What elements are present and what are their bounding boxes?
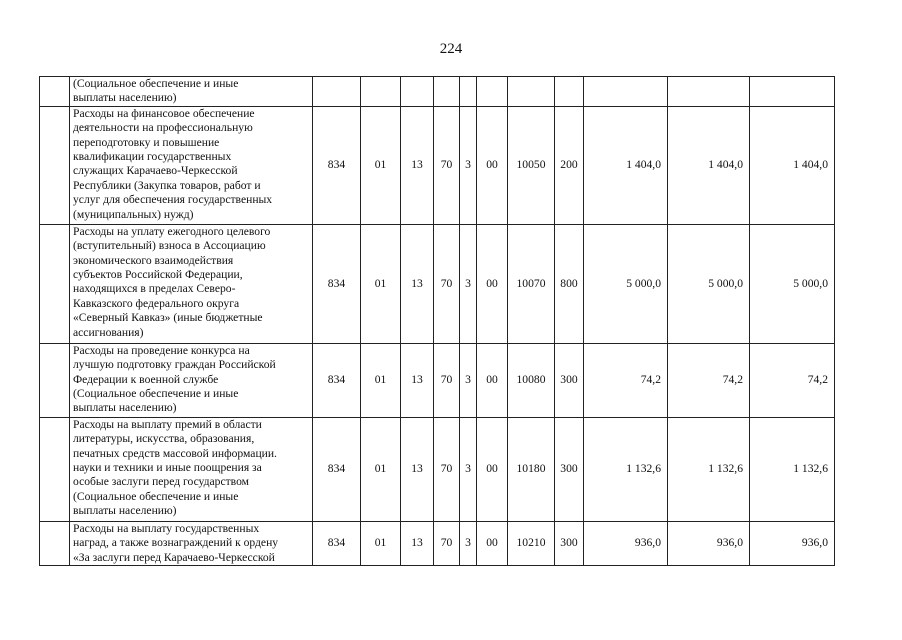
row-number-cell (40, 106, 70, 224)
expense-description: (Социальное обеспечение и иные выплаты населению) (70, 77, 313, 107)
subprogram-code: 3 (460, 224, 477, 343)
subsection-code: 13 (401, 106, 434, 224)
subprogram-code: 3 (460, 417, 477, 521)
event-code (477, 77, 508, 107)
amount-year-1: 1 404,0 (584, 106, 668, 224)
admin-code: 834 (313, 521, 361, 565)
expense-type-code (555, 77, 584, 107)
amount-year-2: 5 000,0 (668, 224, 750, 343)
event-code: 00 (477, 106, 508, 224)
row-number-cell (40, 77, 70, 107)
amount-year-2 (668, 77, 750, 107)
table-body (40, 77, 835, 566)
amount-year-1: 1 132,6 (584, 417, 668, 521)
expense-type-code: 200 (555, 106, 584, 224)
table-row (40, 106, 835, 224)
row-number-cell (40, 521, 70, 565)
amount-year-3 (750, 77, 835, 107)
amount-year-1 (584, 77, 668, 107)
section-code: 01 (361, 343, 401, 417)
section-code: 01 (361, 106, 401, 224)
subsection-code: 13 (401, 343, 434, 417)
subprogram-code: 3 (460, 521, 477, 565)
section-code (361, 77, 401, 107)
amount-year-3: 5 000,0 (750, 224, 835, 343)
direction-code (508, 77, 555, 107)
direction-code: 10210 (508, 521, 555, 565)
row-number-cell (40, 417, 70, 521)
subsection-code (401, 77, 434, 107)
table-row (40, 224, 835, 343)
expense-type-code: 300 (555, 521, 584, 565)
amount-year-3: 74,2 (750, 343, 835, 417)
admin-code: 834 (313, 417, 361, 521)
program-code: 70 (434, 343, 460, 417)
direction-code: 10180 (508, 417, 555, 521)
program-code: 70 (434, 224, 460, 343)
row-number-cell (40, 224, 70, 343)
subprogram-code: 3 (460, 106, 477, 224)
admin-code: 834 (313, 343, 361, 417)
budget-table (39, 76, 835, 566)
direction-code: 10050 (508, 106, 555, 224)
direction-code: 10070 (508, 224, 555, 343)
section-code: 01 (361, 521, 401, 565)
event-code: 00 (477, 417, 508, 521)
admin-code: 834 (313, 106, 361, 224)
subsection-code: 13 (401, 417, 434, 521)
amount-year-3: 1 132,6 (750, 417, 835, 521)
expense-type-code: 300 (555, 343, 584, 417)
event-code: 00 (477, 343, 508, 417)
table-row (40, 77, 835, 107)
subsection-code: 13 (401, 224, 434, 343)
amount-year-2: 936,0 (668, 521, 750, 565)
section-code: 01 (361, 224, 401, 343)
amount-year-1: 936,0 (584, 521, 668, 565)
event-code: 00 (477, 521, 508, 565)
table-row (40, 417, 835, 521)
row-number-cell (40, 343, 70, 417)
amount-year-3: 936,0 (750, 521, 835, 565)
amount-year-3: 1 404,0 (750, 106, 835, 224)
subprogram-code: 3 (460, 343, 477, 417)
expense-description: Расходы на проведение конкурса на лучшую подготовку граждан Российской Федерации к военной службе (Социальное обеспечение и иные выплаты населению) (70, 343, 313, 417)
direction-code: 10080 (508, 343, 555, 417)
expense-description: Расходы на уплату ежегодного целевого (вступительный) взноса в Ассоциацию экономического взаимодействия субъектов Российской Федерации, находящихся в пределах Северо- Кавказского федерального округа «Северный Кавказ» (иные бюджетные ассигнования) (70, 224, 313, 343)
expense-type-code: 300 (555, 417, 584, 521)
table-row (40, 343, 835, 417)
admin-code (313, 77, 361, 107)
program-code: 70 (434, 521, 460, 565)
amount-year-1: 5 000,0 (584, 224, 668, 343)
section-code: 01 (361, 417, 401, 521)
subprogram-code (460, 77, 477, 107)
amount-year-2: 1 132,6 (668, 417, 750, 521)
expense-type-code: 800 (555, 224, 584, 343)
admin-code: 834 (313, 224, 361, 343)
amount-year-1: 74,2 (584, 343, 668, 417)
program-code: 70 (434, 417, 460, 521)
expense-description: Расходы на финансовое обеспечение деятельности на профессиональную переподготовку и повышение квалификации государственных служащих Карачаево-Черкесской Республики (Закупка товаров, работ и услуг для обеспечения государственных (муниципальных) нужд) (70, 106, 313, 224)
program-code: 70 (434, 106, 460, 224)
amount-year-2: 1 404,0 (668, 106, 750, 224)
table-row (40, 521, 835, 565)
page-number: 224 (439, 41, 463, 57)
program-code (434, 77, 460, 107)
amount-year-2: 74,2 (668, 343, 750, 417)
subsection-code: 13 (401, 521, 434, 565)
expense-description: Расходы на выплату государственных наград, а также вознаграждений к ордену «За заслуги перед Карачаево-Черкесской (70, 521, 313, 565)
expense-description: Расходы на выплату премий в области литературы, искусства, образования, печатных средств массовой информации. науки и техники и иные поощрения за особые заслуги перед государством (Социальное обеспечение и иные выплаты населению) (70, 417, 313, 521)
event-code: 00 (477, 224, 508, 343)
